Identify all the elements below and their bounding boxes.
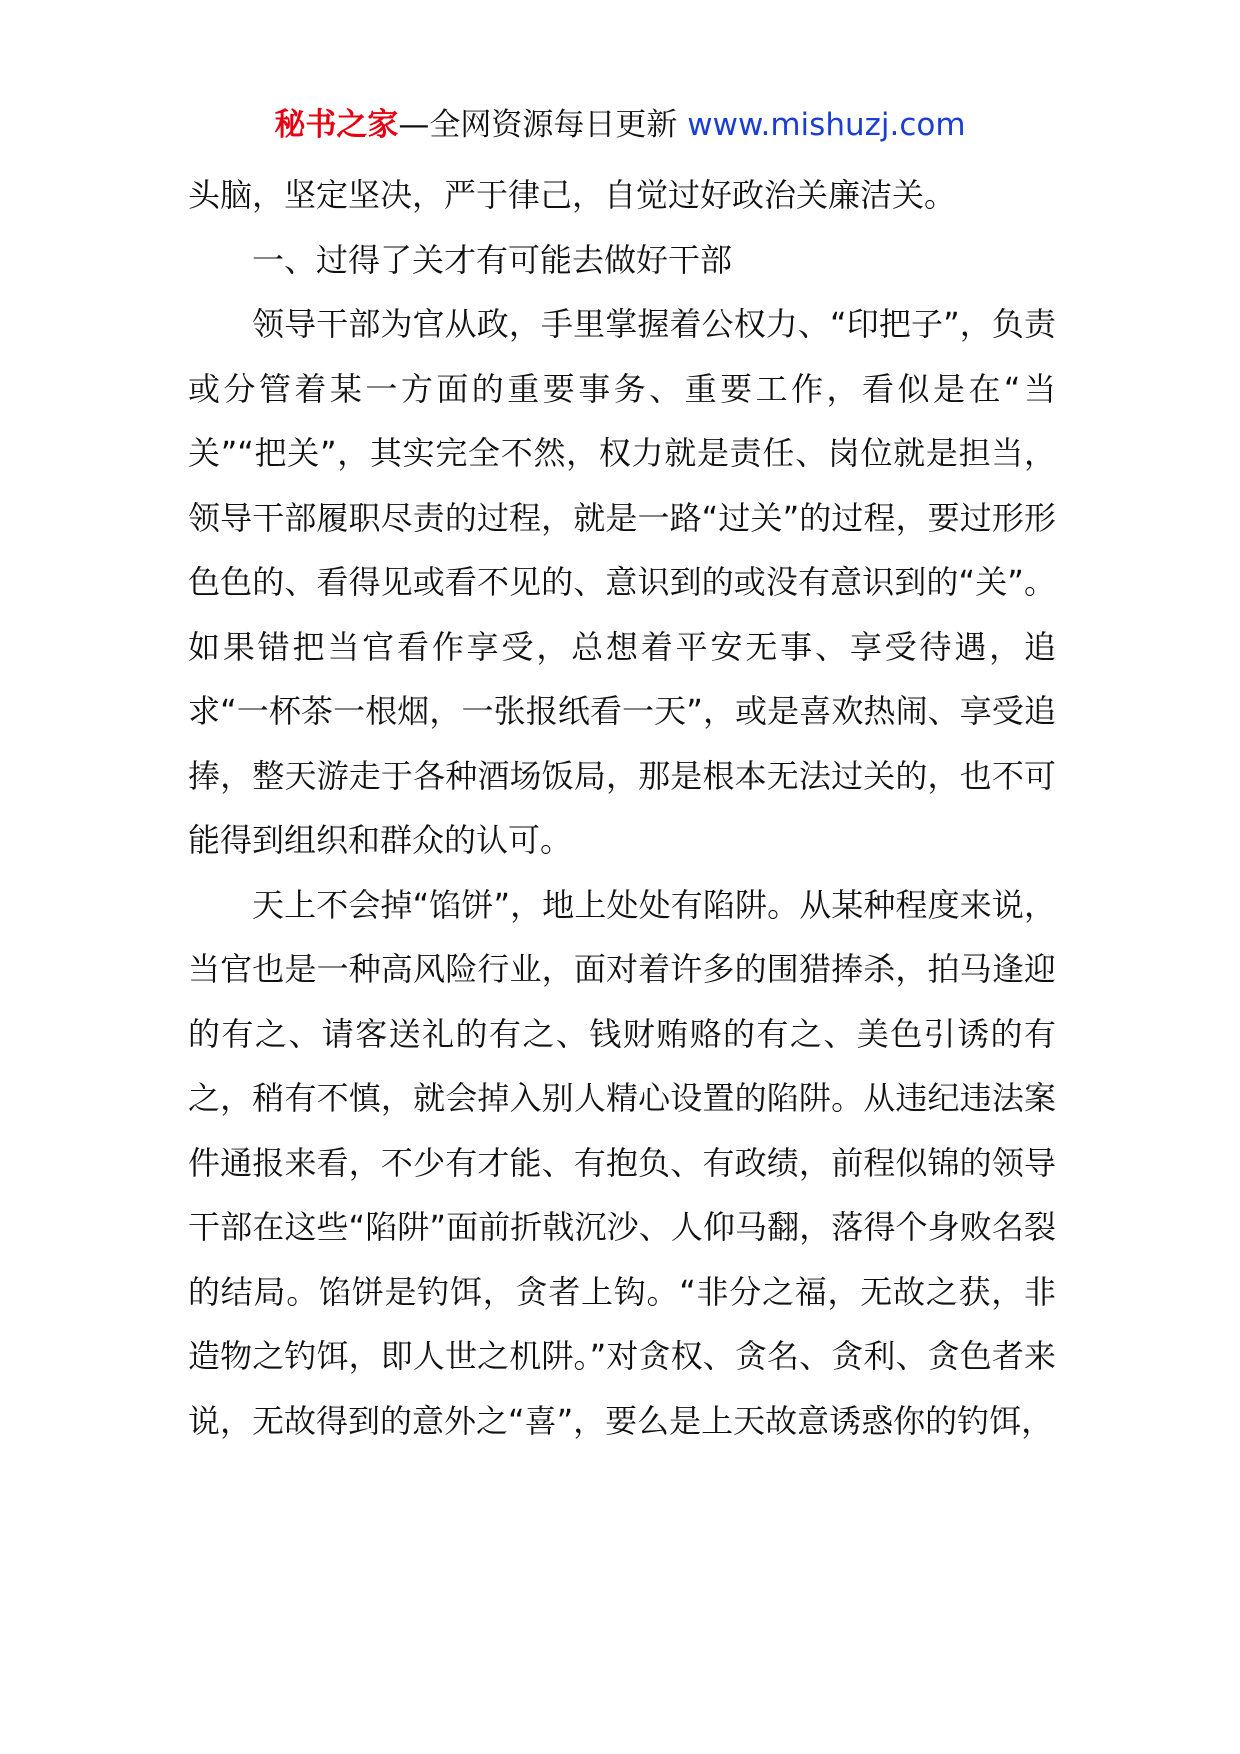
paragraph-continuation: 头脑，坚定坚决，严于律己，自觉过好政治关廉洁关。: [188, 176, 957, 214]
paragraph: 领导干部为官从政，手里掌握着公权力、“印把子”，负责或分管着某一方面的重要事务、重要工作，看似是在“当关”“把关”，其实完全不然，权力就是责任、岗位就是担当，领导干部履职尽责的过程，就是一路“过关”的过程，要过形形色色的、看得见或看不见的、意识到的或没有意识到的“关”。如果错把当官看作享受，总想着平安无事、享受待遇，追求“一杯茶一根烟，一张报纸看一天”，或是喜欢热闹、享受追捧，整天游走于各种酒场饭局，那是根本无法过关的，也不可能得到组织和群众的认可。: [188, 305, 1056, 859]
site-tagline: —全网资源每日更新: [398, 107, 678, 143]
site-brand: 秘书之家: [274, 107, 399, 143]
site-header: [0, 100, 1240, 150]
section-heading: 一、过得了关才有可能去做好干部: [252, 240, 733, 279]
document-body: [188, 163, 1056, 1453]
paragraph: 天上不会掉“馅饼”，地上处处有陷阱。从某种程度来说，当官也是一种高风险行业，面对着许多的围猎捧杀，拍马逢迎的有之、请客送礼的有之、钱财贿赂的有之、美色引诱的有之，稍有不慎，就会掉入别人精心设置的陷阱。从违纪违法案件通报来看，不少有才能、有抱负、有政绩，前程似锦的领导干部在这些“陷阱”面前折戟沉沙、人仰马翻，落得个身败名裂的结局。馅饼是钓饵，贪者上钩。“非分之福，无故之获，非造物之钓饵，即人世之机阱。”对贪权、贪名、贪利、贪色者来说，无故得到的意外之“喜”，要么是上天故意诱惑你的钓饵，: [188, 885, 1056, 1440]
site-url-link[interactable]: www.mishuzj.com: [687, 107, 966, 143]
